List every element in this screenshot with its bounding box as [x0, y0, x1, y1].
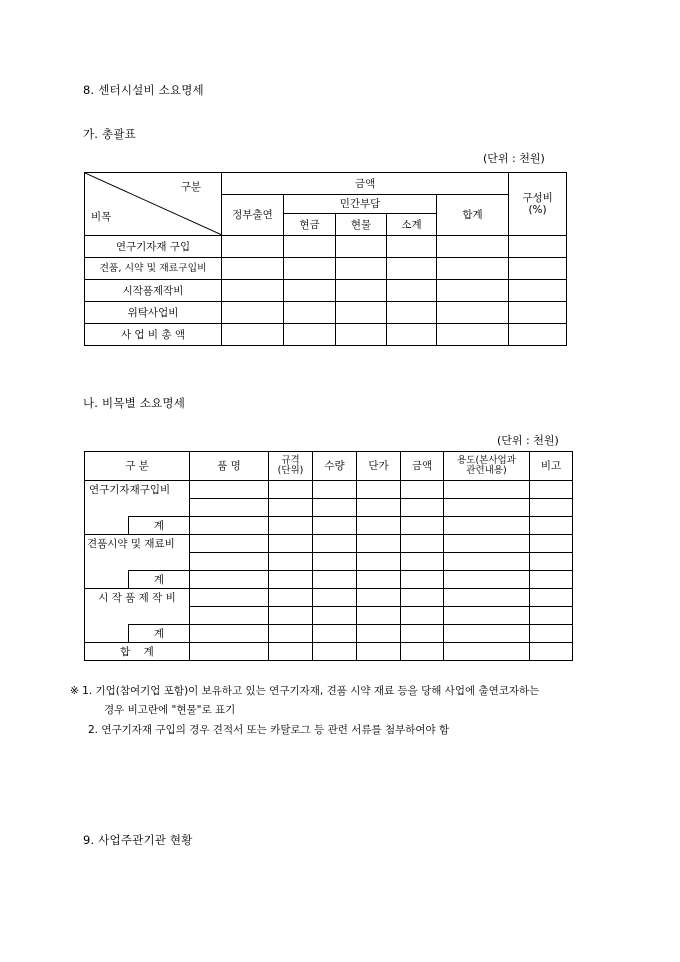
cell: [401, 499, 444, 517]
cell: [269, 535, 313, 553]
header-spec-label: 규격: [281, 455, 300, 466]
cell: [357, 481, 401, 499]
note-1-cont: 경우 비고란에 "현물"로 표기: [104, 704, 236, 716]
header-usage-line2: 관련내용): [466, 465, 507, 476]
cell: [387, 324, 437, 346]
group-label: 시 작 품 제 작 비: [85, 589, 190, 607]
cell: [401, 625, 444, 643]
header-usage-line1: 용도(본사업과: [457, 455, 516, 466]
header-remark: 비고: [530, 452, 573, 481]
cell: [336, 236, 387, 258]
note-2: 2. 연구기자재 구입의 경우 견적서 또는 카탈로그 등 관련 서류를 첨부하여야 함: [88, 724, 450, 736]
section-8-title: 8. 센터시설비 소요명세: [83, 83, 204, 97]
cell: [269, 499, 313, 517]
cell: [444, 571, 530, 589]
group-spacer: [85, 553, 190, 571]
header-usage: [444, 452, 530, 481]
cell: [357, 553, 401, 571]
cell: [284, 258, 336, 280]
group-label: 연구기자재구입비: [85, 481, 190, 499]
row-label: 사 업 비 총 액: [85, 324, 222, 346]
cell: [437, 302, 509, 324]
cell: [269, 589, 313, 607]
cell: [313, 481, 357, 499]
header-category: 구 분: [85, 452, 190, 481]
cell: [530, 571, 573, 589]
cell: [444, 607, 530, 625]
cell: [437, 324, 509, 346]
header-diagonal-cell: [85, 173, 222, 236]
cell: [444, 589, 530, 607]
cell: [401, 643, 444, 661]
cell: [437, 258, 509, 280]
cell: [313, 607, 357, 625]
cell: [357, 517, 401, 535]
cell: [222, 324, 284, 346]
cell: [284, 236, 336, 258]
cell: [401, 607, 444, 625]
header-qty: 수량: [313, 452, 357, 481]
cell: [401, 535, 444, 553]
group-indent: [85, 571, 129, 589]
part-b-title: 나. 비목별 소요명세: [83, 396, 186, 410]
part-a-unit: (단위 : 천원): [483, 152, 545, 165]
header-amount: 금액: [401, 452, 444, 481]
summary-row: [85, 258, 567, 280]
header-expense-label: 비목: [91, 211, 112, 223]
cell: [357, 589, 401, 607]
summary-row: [85, 280, 567, 302]
header-subtotal: 소계: [387, 214, 437, 236]
grand-total-label: 합 계: [85, 643, 190, 661]
cell: [269, 607, 313, 625]
cell: [387, 236, 437, 258]
cell: [387, 280, 437, 302]
part-b-unit: (단위 : 천원): [497, 434, 559, 447]
group-subtotal: 계: [129, 625, 190, 643]
cell: [401, 553, 444, 571]
cell: [313, 571, 357, 589]
cell: [190, 571, 269, 589]
cell: [313, 535, 357, 553]
note-1: ※ 1. 기업(참여기업 포함)이 보유하고 있는 연구기자재, 견품 시약 재료 등을 당해 사업에 출연코자하는: [70, 685, 540, 697]
cell: [401, 589, 444, 607]
group-label: 견품시약 및 재료비: [85, 535, 190, 553]
row-label: 견품, 시약 및 재료구입비: [85, 258, 222, 280]
cell: [190, 589, 269, 607]
cell: [222, 280, 284, 302]
group-spacer: [85, 607, 190, 625]
cell: [284, 302, 336, 324]
cell: [530, 553, 573, 571]
cell: [437, 280, 509, 302]
header-cash: 현금: [284, 214, 336, 236]
header-spec: [269, 452, 313, 481]
cell: [190, 535, 269, 553]
cell: [313, 625, 357, 643]
group-indent: [85, 625, 129, 643]
row-label: 연구기자재 구입: [85, 236, 222, 258]
cell: [509, 302, 567, 324]
cell: [530, 517, 573, 535]
cell: [444, 535, 530, 553]
cell: [269, 517, 313, 535]
header-inkind: 현물: [336, 214, 387, 236]
cell: [336, 302, 387, 324]
cell: [509, 258, 567, 280]
cell: [269, 625, 313, 643]
header-price: 단가: [357, 452, 401, 481]
cell: [509, 236, 567, 258]
cell: [530, 481, 573, 499]
cell: [222, 258, 284, 280]
part-a-title: 가. 총괄표: [83, 127, 136, 141]
cell: [357, 571, 401, 589]
cell: [530, 643, 573, 661]
summary-row: [85, 236, 567, 258]
cell: [401, 481, 444, 499]
cell: [530, 589, 573, 607]
cell: [444, 643, 530, 661]
cell: [313, 589, 357, 607]
header-ratio: [509, 173, 567, 236]
row-label: 시작품제작비: [85, 280, 222, 302]
summary-row: [85, 324, 567, 346]
cell: [357, 625, 401, 643]
header-item: 품 명: [190, 452, 269, 481]
cell: [509, 280, 567, 302]
cell: [530, 499, 573, 517]
cell: [313, 553, 357, 571]
cell: [313, 643, 357, 661]
cell: [444, 625, 530, 643]
cell: [190, 517, 269, 535]
header-gov: 정부출연: [222, 195, 284, 236]
cell: [190, 607, 269, 625]
header-amount: 금액: [222, 173, 509, 195]
cell: [387, 302, 437, 324]
diagonal-line: [85, 173, 222, 235]
row-label: 위탁사업비: [85, 302, 222, 324]
summary-table: [84, 172, 567, 346]
cell: [444, 481, 530, 499]
cell: [357, 607, 401, 625]
cell: [190, 643, 269, 661]
group-indent: [85, 517, 129, 535]
cell: [190, 553, 269, 571]
section-9-title: 9. 사업주관기관 현황: [83, 833, 193, 847]
cell: [336, 258, 387, 280]
group-subtotal: 계: [129, 571, 190, 589]
cell: [313, 499, 357, 517]
cell: [269, 571, 313, 589]
header-ratio-label: 구성비: [522, 192, 553, 204]
cell: [530, 607, 573, 625]
cell: [190, 481, 269, 499]
cell: [336, 324, 387, 346]
cell: [284, 324, 336, 346]
cell: [269, 643, 313, 661]
cell: [530, 625, 573, 643]
cell: [401, 571, 444, 589]
cell: [222, 236, 284, 258]
cell: [401, 517, 444, 535]
header-category-label: 구분: [180, 181, 201, 193]
cell: [284, 280, 336, 302]
detail-table: [84, 451, 573, 661]
cell: [336, 280, 387, 302]
cell: [530, 535, 573, 553]
header-total: 합계: [437, 195, 509, 236]
group-spacer: [85, 499, 190, 517]
header-ratio-unit: (%): [528, 204, 547, 216]
cell: [444, 499, 530, 517]
cell: [222, 302, 284, 324]
cell: [444, 553, 530, 571]
cell: [190, 499, 269, 517]
group-subtotal: 계: [129, 517, 190, 535]
cell: [509, 324, 567, 346]
cell: [444, 517, 530, 535]
cell: [190, 625, 269, 643]
cell: [357, 535, 401, 553]
cell: [357, 499, 401, 517]
cell: [313, 517, 357, 535]
cell: [269, 553, 313, 571]
header-spec-unit: (단위): [277, 465, 304, 476]
cell: [357, 643, 401, 661]
cell: [437, 236, 509, 258]
cell: [269, 481, 313, 499]
summary-row: [85, 302, 567, 324]
header-private: 민간부담: [284, 195, 437, 214]
cell: [387, 258, 437, 280]
